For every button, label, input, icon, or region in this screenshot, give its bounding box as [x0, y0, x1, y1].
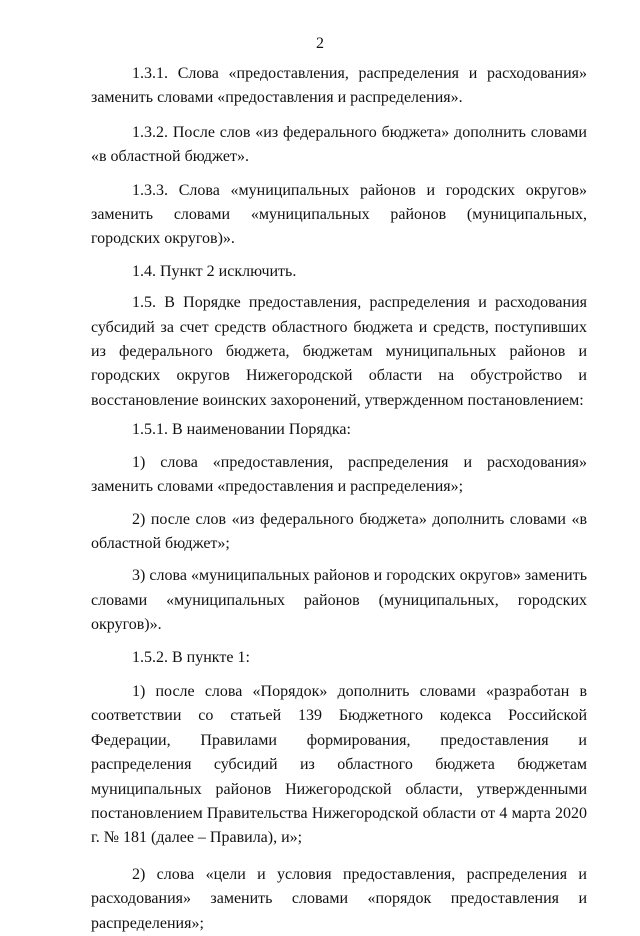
page-number: 2	[316, 35, 324, 52]
paragraph-1-5-1: 1.5.1. В наименовании Порядка:	[132, 421, 351, 439]
paragraph-1-5-1-item-3: 3) слова «муниципальных районов и городских округов» заменить словами «муниципальных районов (муниципальных, городских округов)».	[91, 567, 587, 634]
paragraph-1-5-1-item-1: 1) слова «предоставления, распределения и расходования» заменить словами «предоставления и распределения»;	[91, 453, 587, 496]
paragraph-1-4: 1.4. Пункт 2 исключить.	[132, 262, 297, 280]
paragraph-1-3-1: 1.3.1. Слова «предоставления, распределения и расходования» заменить словами «предоставления и распределения».	[91, 65, 587, 107]
paragraph-1-5-2-item-2: 2) слова «цели и условия предоставления, распределения и расходования» заменить словами «порядок предоставления и распределения»;	[91, 865, 587, 932]
paragraph-1-3-2: 1.3.2. После слов «из федерального бюджета» дополнить словами «в областной бюджет».	[91, 123, 587, 166]
paragraph-1-5-1-item-2: 2) после слов «из федерального бюджета» дополнить словами «в областной бюджет»;	[91, 510, 587, 552]
paragraph-1-5: 1.5. В Порядке предоставления, распределения и расходования субсидий за счет средств областного бюджета и средств, поступивших из федерального бюджета, бюджетам муниципальных районов и городских округов Нижегородской области на обустройство и восстановление воинских захоронений, утвержденном постановлением:	[91, 294, 587, 409]
paragraph-1-5-2: 1.5.2. В пункте 1:	[132, 648, 250, 666]
paragraph-1-5-2-item-1: 1) после слова «Порядок» дополнить словами «разработан в соответствии со статьей 139 Бюджетного кодекса Российской Федерации, Правилами формирования, предоставления и распределения субсидий из областного бюджета бюджетам муниципальных районов Нижегородской области, утвержденными постановлением Правительства Нижегородской области от 4 марта 2020 г. № 181 (далее – Правила), и»;	[91, 682, 587, 847]
document-body	[91, 62, 587, 936]
paragraph-1-3-3: 1.3.3. Слова «муниципальных районов и городских округов» заменить словами «муниципальных районов (муниципальных, городских округов)».	[91, 181, 587, 248]
